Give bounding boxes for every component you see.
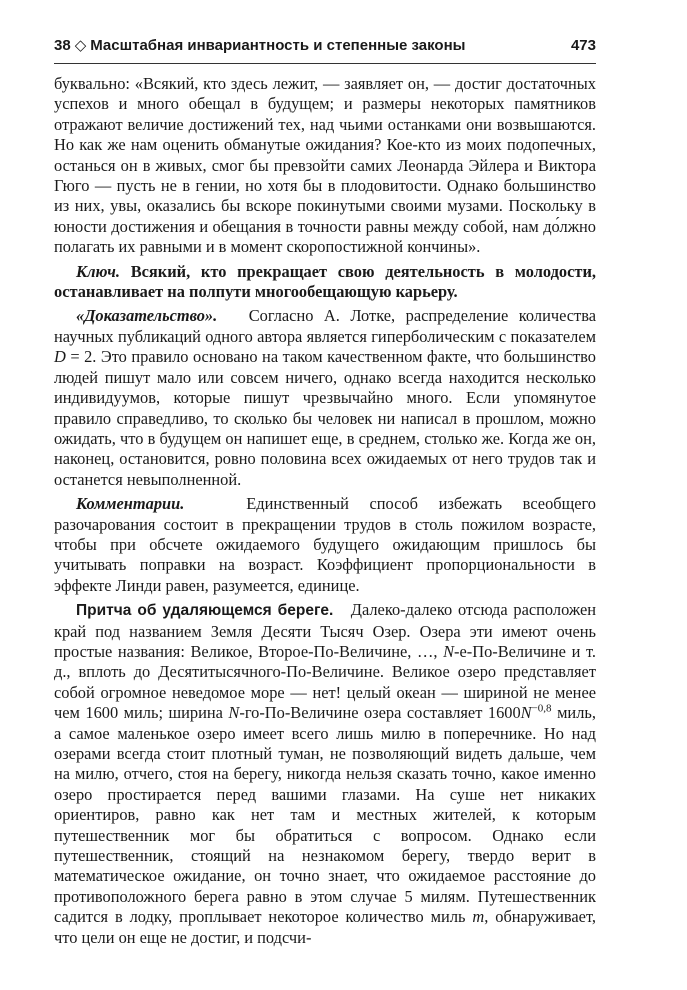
key-paragraph — [54, 262, 596, 303]
proof-paragraph — [54, 306, 596, 490]
proof-text-a: Согласно А. Лотке, распределение количества научных публикаций одного автора является гиперболическим с показателем — [54, 306, 596, 346]
parable-var-n1: N — [443, 641, 455, 661]
parable-title: Притча об удаляющемся береге. — [76, 602, 334, 620]
diamond-icon: ◇ — [74, 37, 87, 54]
parable-var-n3: N — [520, 703, 532, 723]
page-number: 473 — [570, 37, 596, 54]
proof-variable: D — [54, 347, 66, 367]
chapter-title: Масштабная инвариантность и степенные законы — [90, 37, 466, 54]
running-header — [54, 36, 596, 58]
proof-equation: = 2. — [70, 347, 97, 367]
proof-label: «Доказательство». — [76, 306, 218, 326]
proof-text-b: Это правило основано на таком качественном факте, что большинство людей пишут мало или совсем ничего, однако всегда находится несколько индивидуумов, которые пишут чрезвычайно много. Если упомянутое правило справедливо, то сколько бы человек ни написал в прошлом, можно ожидать, что в будущем он напишет еще, в среднем, столько же. Когда же он, наконец, остановится, ровно половина всех ожидаемых от него трудов так и останется невыполненной. — [54, 347, 596, 489]
page-body — [54, 74, 596, 948]
comment-text: Единственный способ избежать всеобщего разочарования состоит в прекращении трудов в столь пожилом возрасте, чтобы при обсчете ожидаемого будущего ожидающим пришлось бы учитывать поправки на возраст. Коэффициент пропорциональности в эффекте Линди равен, разумеется, единице. — [54, 494, 597, 595]
chapter-heading — [54, 36, 469, 54]
parable-var-m: m — [472, 907, 485, 927]
paragraph-continuation: буквально: «Всякий, кто здесь лежит, — заявляет он, — достиг достаточных успехов и много обещал в будущем; и размеры некоторых памятников отражают величие достижений тех, над чьими останками они возвышаются. Но как же нам оценить обманутые ожидания? Кое-кто из моих подопечных, останься он в живых, смог бы превзойти самих Леонарда Эйлера и Виктора Гюго — пусть не в гении, но хотя бы в плодовитости. Однако большинство из них, увы, оказались бы вскоре покинутыми своими музами. Поскольку в юности достижения и обещания в точности равны между собой, нам до́лжно полагать их равными и в момент скоропостижной кончины». — [54, 74, 596, 257]
parable-paragraph — [54, 600, 596, 948]
parable-var-n2: N — [228, 703, 240, 723]
key-label: Ключ. — [76, 261, 120, 281]
parable-exponent: −0,8 — [531, 702, 552, 715]
header-rule — [54, 63, 596, 64]
chapter-number: 38 — [54, 37, 71, 54]
comment-paragraph — [54, 494, 596, 596]
parable-text-a: Далеко-далеко отсюда расположен край под названием Земля Десяти Тысяч Озер. Озера эти имеют очень простые названия: Великое, Второе-По-Величине, …, — [54, 600, 597, 661]
key-text: Всякий, кто прекращает свою деятельность в молодости, останавливает на полпути многообещающую карьеру. — [54, 261, 596, 302]
parable-text-b: -е-По-Величине и т. д., вплоть до Десятитысячного-По-Величине. Великое озеро представляет собой огромное неведомое море — нет! целый океан — шириной не менее чем 1600 миль; ширина — [54, 641, 596, 723]
parable-text-e: , обнаруживает, что цели он еще не достиг, и подсчи- — [54, 907, 596, 947]
parable-text-c: -го-По-Величине озера составляет 1600 — [239, 703, 521, 723]
comment-label: Комментарии. — [76, 494, 185, 514]
parable-text-d: миль, а самое маленькое озеро имеет всего лишь милю в поперечнике. Но над озерами всегда стоит плотный туман, не позволяющий видеть дальше, чем на милю, отчего, стоя на берегу, никогда нельзя сказать точно, какое именно озеро простирается перед вашими глазами. На суше нет никаких ориентиров, равно как нет там и местных жителей, к которым путешественник мог бы обратиться с вопросом. Однако если путешественник, стоящий на незнакомом берегу, твердо верит в математическое ожидание, он точно знает, что ожидаемое расстояние до противоположного берега равно в этом случае 5 милям. Путешественник садится в лодку, проплывает некоторое количество миль — [54, 703, 596, 927]
